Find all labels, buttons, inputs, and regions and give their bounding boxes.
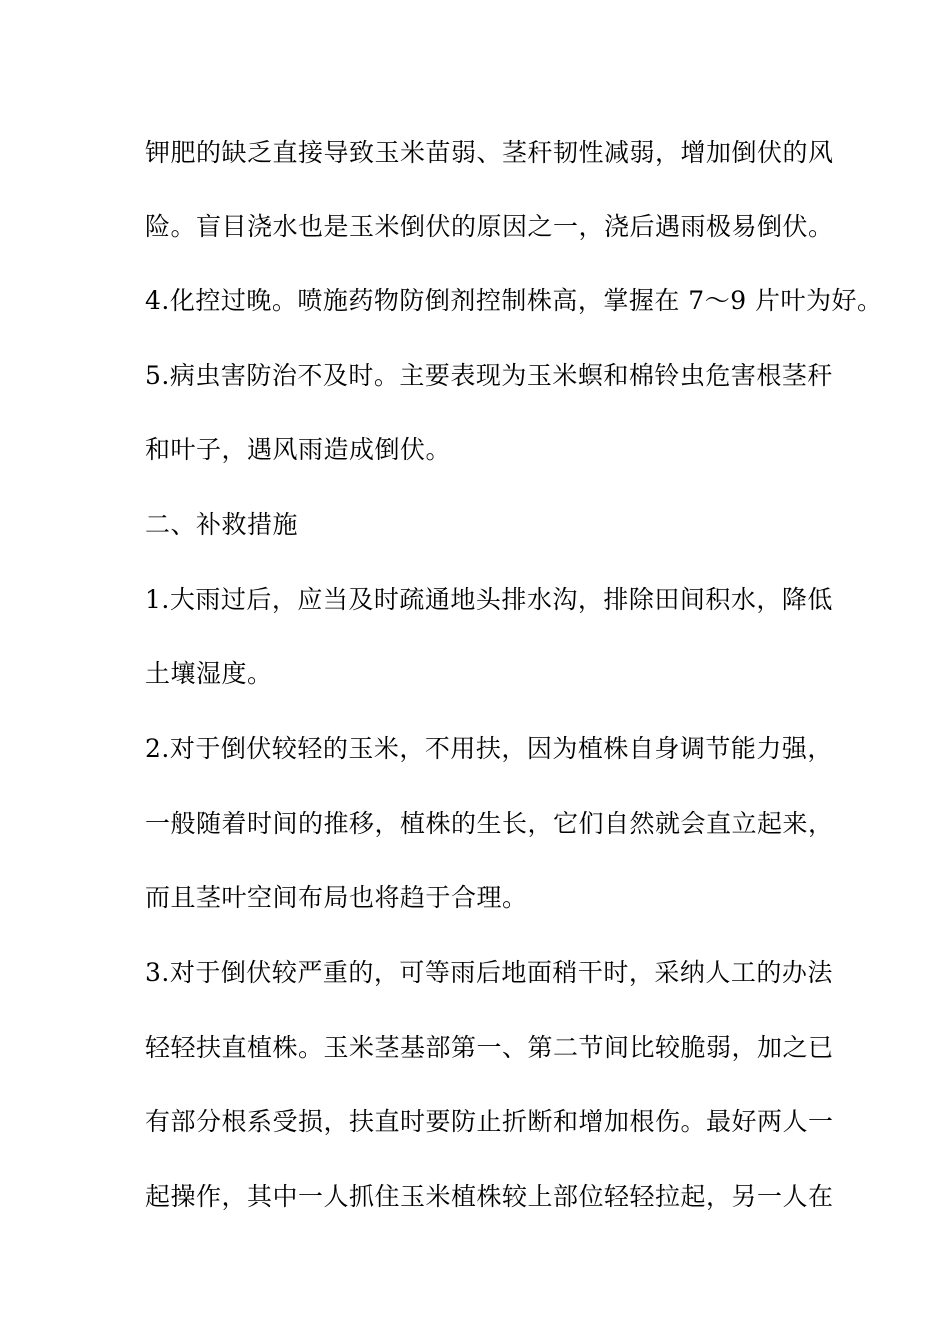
paragraph-line: 4.化控过晚。喷施药物防倒剂控制株高，掌握在 7～9 片叶为好。 — [145, 286, 883, 315]
paragraph-line: 3.对于倒伏较严重的，可等雨后地面稍干时，采纳人工的办法 — [145, 958, 833, 987]
paragraph-line: 一般随着时间的推移，植株的生长，它们自然就会直立起来， — [145, 809, 834, 838]
paragraph-line: 而且茎叶空间布局也将趋于合理。 — [145, 883, 528, 912]
paragraph-line: 起操作，其中一人抓住玉米植株较上部位轻轻拉起，另一人在 — [145, 1182, 834, 1211]
paragraph-line: 险。盲目浇水也是玉米倒伏的原因之一，浇后遇雨极易倒伏。 — [145, 212, 834, 241]
paragraph-line: 1.大雨过后，应当及时疏通地头排水沟，排除田间积水，降低 — [145, 585, 833, 614]
paragraph-line: 和叶子，遇风雨造成倒伏。 — [145, 435, 452, 464]
section-heading: 二、补救措施 — [145, 510, 299, 539]
paragraph-line: 轻轻扶直植株。玉米茎基部第一、第二节间比较脆弱，加之已 — [145, 1033, 834, 1062]
paragraph-line: 5.病虫害防治不及时。主要表现为玉米螟和棉铃虫危害根茎秆 — [145, 361, 833, 390]
paragraph-line: 2.对于倒伏较轻的玉米，不用扶，因为植株自身调节能力强， — [145, 734, 833, 763]
paragraph-line: 土壤湿度。 — [145, 659, 273, 688]
paragraph-line: 钾肥的缺乏直接导致玉米苗弱、茎秆韧性减弱，增加倒伏的风 — [145, 138, 834, 167]
paragraph-line: 有部分根系受损，扶直时要防止折断和增加根伤。最好两人一 — [145, 1107, 834, 1136]
